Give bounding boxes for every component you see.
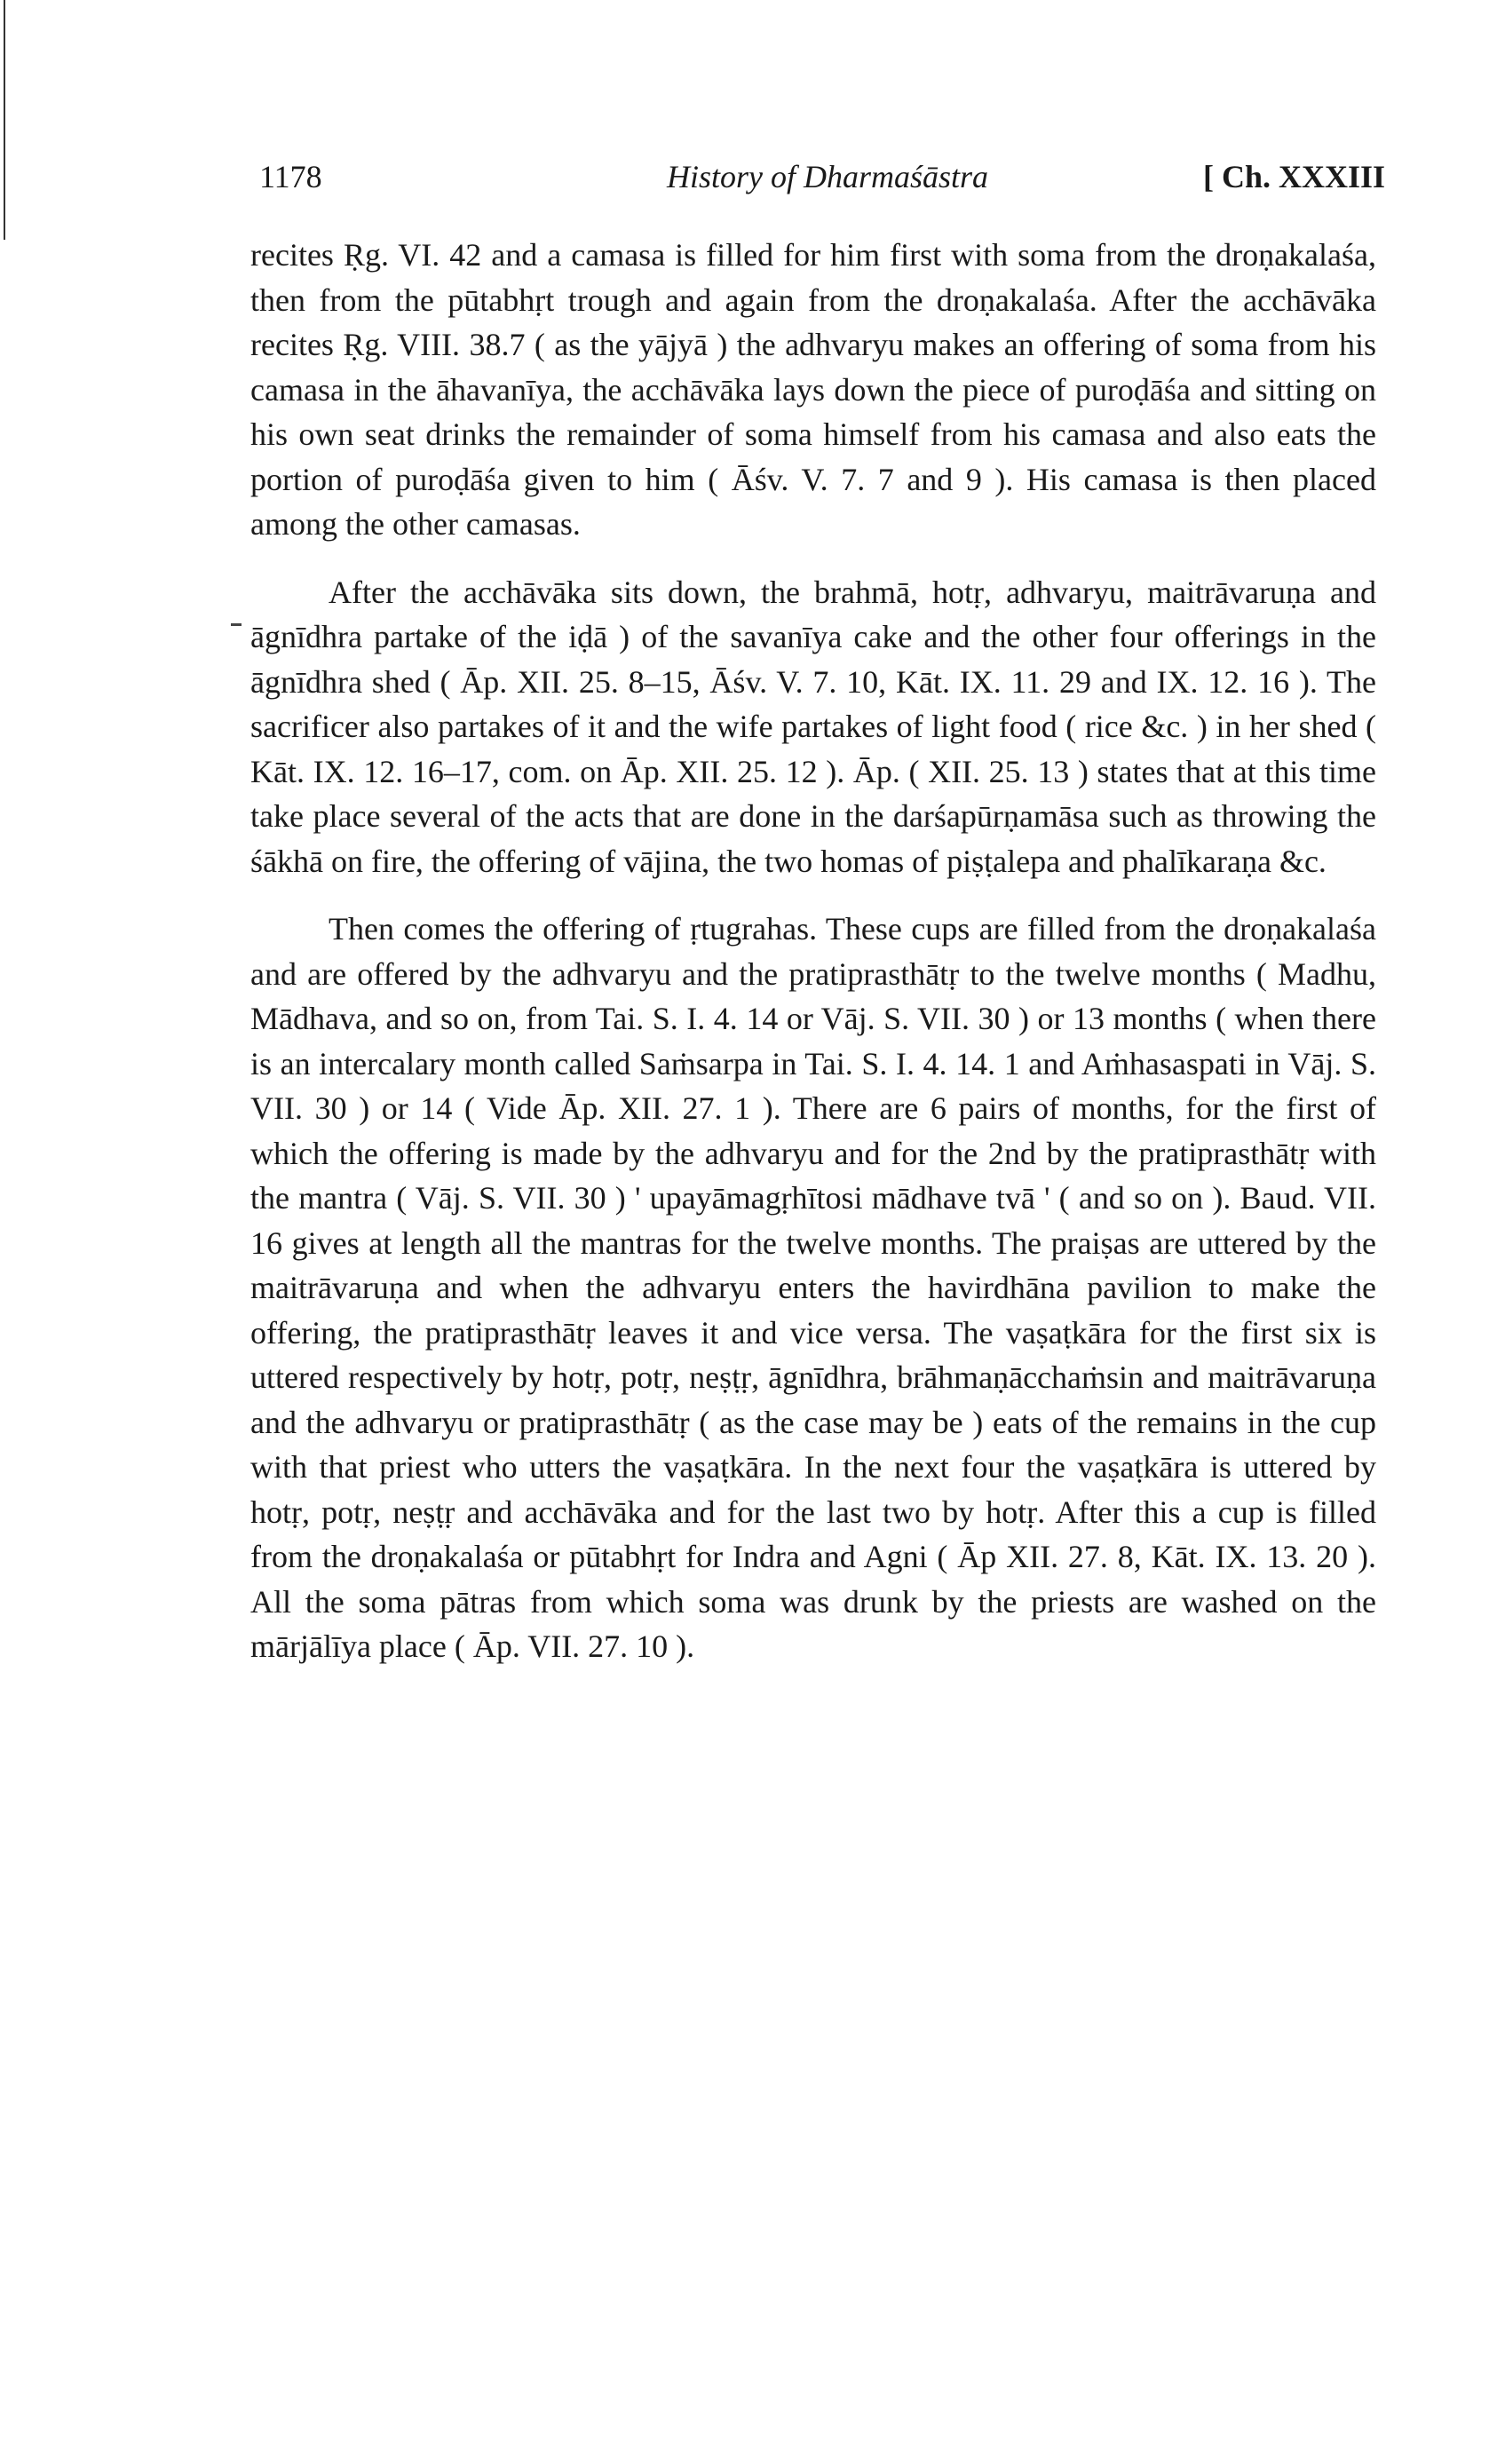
- page-body: [250, 233, 1376, 1669]
- paragraph-1: recites Ṛg. VI. 42 and a camasa is filled for him first with soma from the droṇakalaśa, then from the pūtabhṛt trough and again from the droṇakalaśa. After the acchāvāka recites Ṛg. VIII. 38.7 ( as the yājyā ) the adhvaryu makes an offering of soma from his camasa in the āhavanīya, the acchāvāka lays down the piece of puroḍāśa and sitting on his own seat drinks the remainder of soma himself from his camasa and also eats the portion of puroḍāśa given to him ( Āśv. V. 7. 7 and 9 ). His camasa is then placed among the other camasas.: [250, 237, 1376, 542]
- running-header: [259, 158, 1385, 202]
- running-title: History of Dharmaśāstra: [666, 159, 989, 194]
- paragraph-3: Then comes the offering of ṛtugrahas. These cups are filled from the droṇakalaśa and are offered by the adhvaryu and the pratiprasthātṛ to the twelve months ( Madhu, Mādhava, and so on, from Tai. S. I. 4. 14 or Vāj. S. VII. 30 ) or 13 months ( when there is an intercalary month called Saṁsarpa in Tai. S. I. 4. 14. 1 and Aṁhasaspati in Vāj. S. VII. 30 ) or 14 ( Vide Āp. XII. 27. 1 ). There are 6 pairs of months, for the first of which the offering is made by the adhvaryu and for the 2nd by the pratiprasthātṛ with the mantra ( Vāj. S. VII. 30 ) ' upayāmagṛhītosi mādhave tvā ' ( and so on ). Baud. VII. 16 gives at length all the mantras for the twelve months. The praiṣas are uttered by the maitrāvaruṇa and when the adhvaryu enters the havirdhāna pavilion to make the offering, the pratiprasthātṛ leaves it and vice versa. The vaṣaṭkāra for the first six is uttered respectively by hotṛ, potṛ, neṣṭṛ, āgnīdhra, brāhmaṇācchaṁsin and maitrāvaruṇa and the adhvaryu or pratiprasthātṛ ( as the case may be ) eats of the remains in the cup with that priest who utters the vaṣaṭkāra. In the next four the vaṣaṭkāra is uttered by hotṛ, potṛ, neṣṭṛ and acchāvāka and for the last two by hotṛ. After this a cup is filled from the droṇakalaśa or pūtabhṛt for Indra and Agni ( Āp XII. 27. 8, Kāt. IX. 13. 20 ). All the soma pātras from which soma was drunk by the priests are washed on the mārjālīya place ( Āp. VII. 27. 10 ).: [250, 911, 1376, 1664]
- scan-margin-mark: [231, 623, 242, 626]
- paragraph-2: After the acchāvāka sits down, the brahmā, hotṛ, adhvaryu, maitrāvaruṇa and āgnīdhra partake of the iḍā ) of the savanīya cake and the other four offerings in the āgnīdhra shed ( Āp. XII. 25. 8–15, Āśv. V. 7. 10, Kāt. IX. 11. 29 and IX. 12. 16 ). The sacrificer also partakes of it and the wife partakes of light food ( rice &c. ) in her shed ( Kāt. IX. 12. 16–17, com. on Āp. XII. 25. 12 ). Āp. ( XII. 25. 13 ) states that at this time take place several of the acts that are done in the darśapūrṇamāsa such as throwing the śākhā on fire, the offering of vājina, the two homas of piṣṭalepa and phalīkaraṇa &c.: [250, 574, 1376, 879]
- scan-edge-line: [4, 0, 5, 240]
- chapter-label: [ Ch. XXXIII: [1202, 159, 1385, 194]
- page-number: 1178: [259, 159, 322, 194]
